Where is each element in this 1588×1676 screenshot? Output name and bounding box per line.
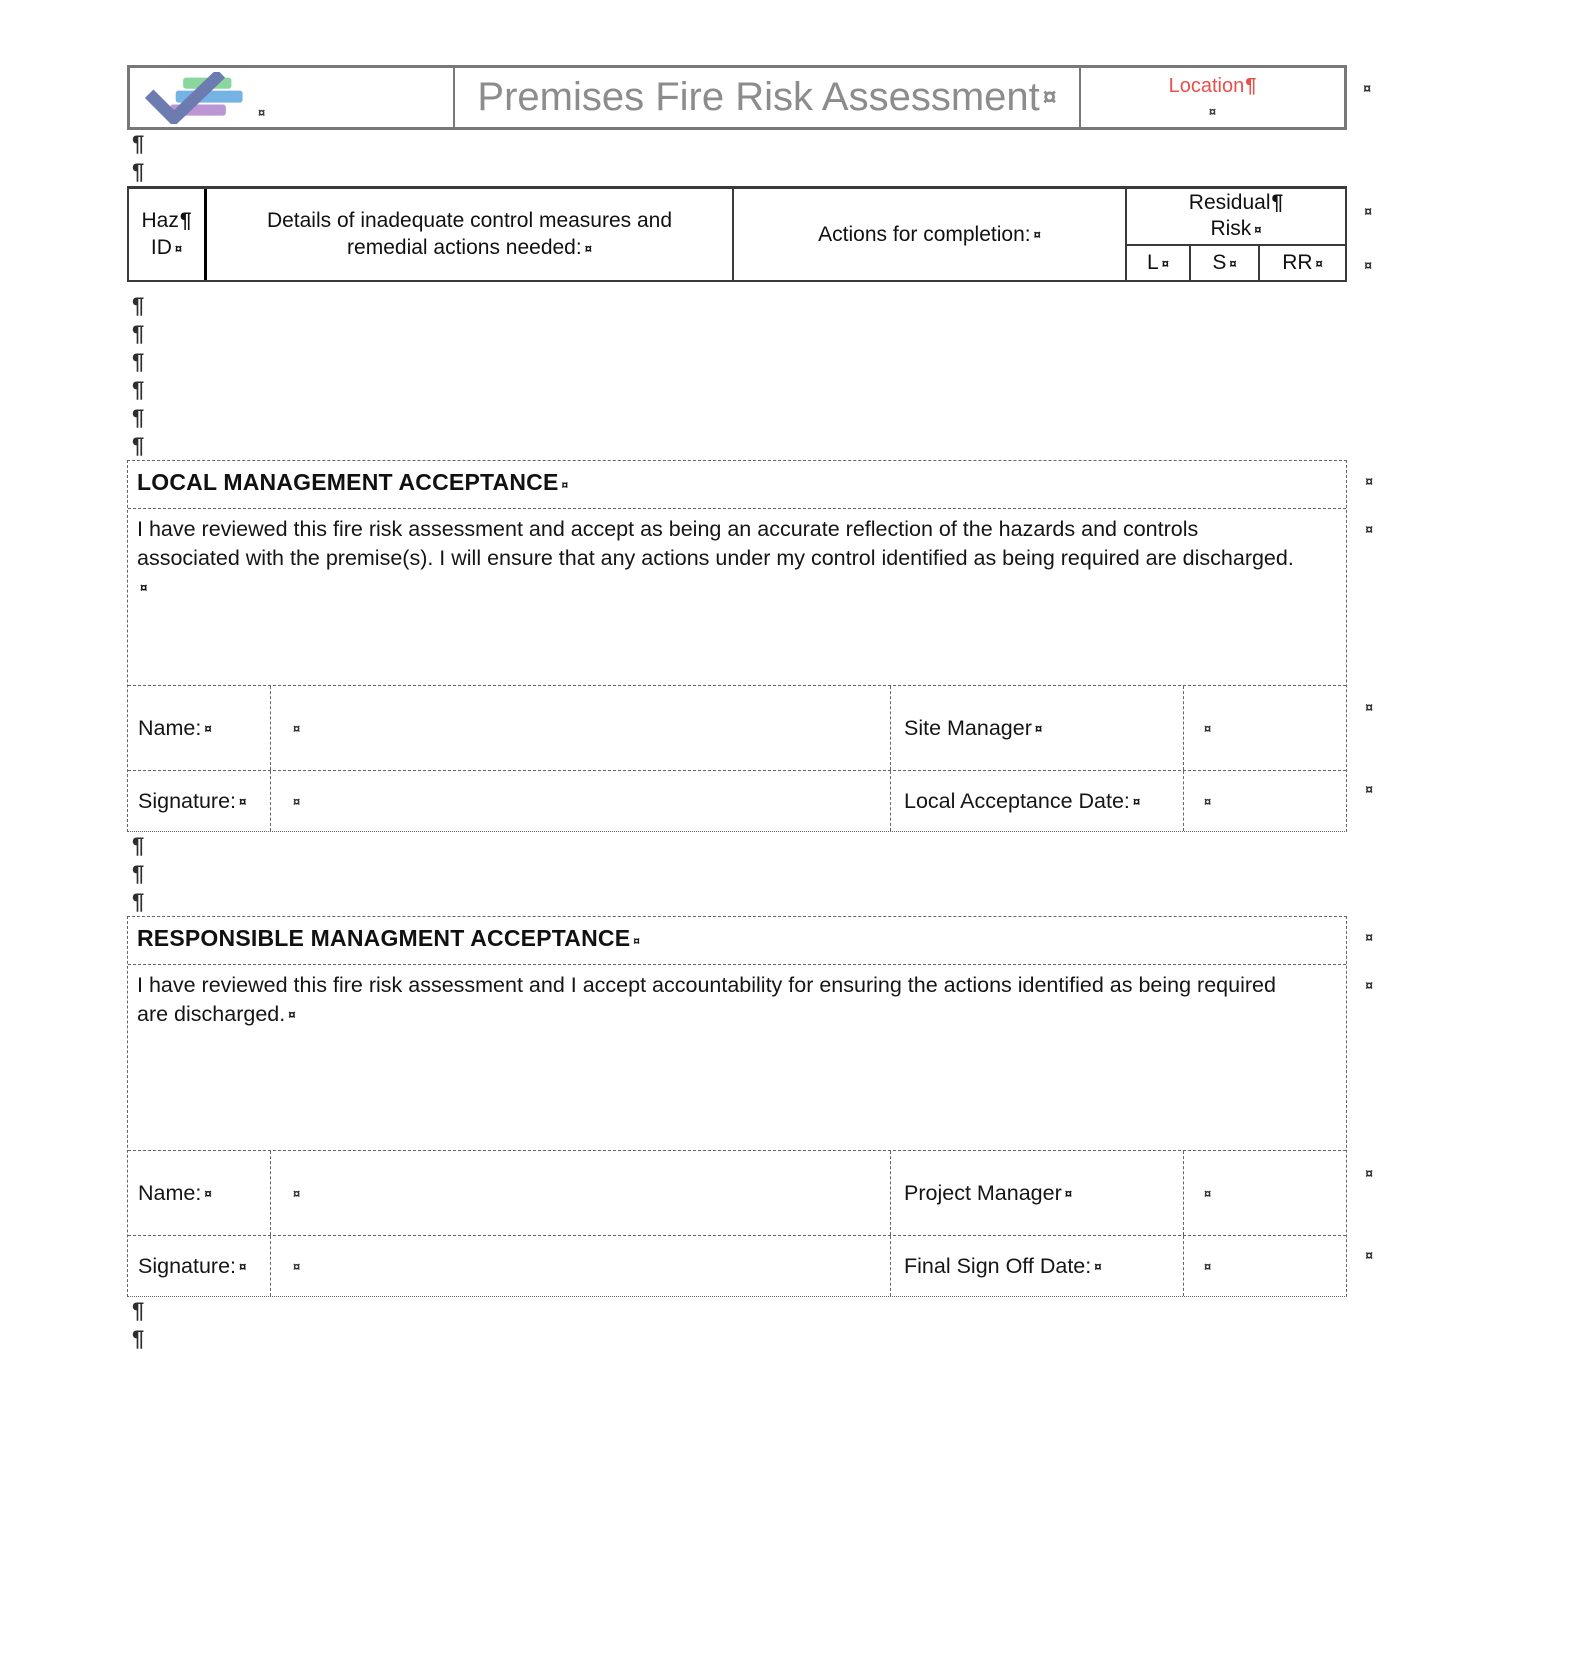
responsible-signature-row [128,1236,1346,1296]
signature-label: Signature: ¤ [128,771,271,831]
document-title [455,68,1081,127]
signature-input-cell[interactable] [271,771,891,831]
row-end-marker: ¤ [1365,929,1373,945]
pilcrow-mark: ¶ [132,405,145,430]
responsible-acceptance-statement: I have reviewed this fire risk assessment and I accept accountability for ensuring the actions identified as being required are discharged. ¤ [128,965,1346,1151]
cell-marker: ¤ [1315,255,1323,271]
pilcrow-mark: ¶ [132,293,145,318]
cell-marker: ¤ [204,720,212,736]
name-input-cell[interactable] [271,1151,891,1235]
role-label: Site Manager ¤ [891,686,1184,770]
local-acceptance-statement: I have reviewed this fire risk assessment and accept as being an accurate reflection of the hazards and controls associated with the premise(s). I will ensure that any actions under my control identified as being required are discharged.¤ [128,509,1346,686]
date-label: Local Acceptance Date: ¤ [891,771,1184,831]
cell-marker: ¤ [1064,1185,1073,1201]
pilcrow-mark: ¶ [132,889,145,914]
cell-marker: ¤ [293,1258,301,1274]
pilcrow-mark: ¶ [132,377,145,402]
local-name-row [128,686,1346,771]
cell-marker: ¤ [1033,227,1041,243]
cell-marker: ¤ [293,720,301,736]
cell-marker: ¤ [584,240,592,256]
cell-marker: ¤ [239,793,247,809]
location-field-cell[interactable] [1081,68,1344,127]
cell-marker: ¤ [1204,720,1212,736]
logo-cell [130,68,455,127]
pilcrow-mark: ¶ [132,1326,145,1351]
pilcrow-mark: ¶ [132,833,145,858]
row-end-marker: ¤ [1365,1247,1373,1263]
name-label: Name: ¤ [128,686,271,770]
name-label: Name: ¤ [128,1151,271,1235]
pilcrow-mark: ¶ [132,861,145,886]
column-header-details: Details of inadequate control measures and remedial actions needed: ¤ [207,189,734,280]
cell-marker: ¤ [174,240,183,256]
residual-risk-header: Residual¶ Risk ¤ [1127,189,1345,246]
row-end-marker: ¤ [1365,1165,1373,1181]
local-acceptance-heading: LOCAL MANAGEMENT ACCEPTANCE ¤ [128,461,1346,509]
cell-marker: ¤ [1204,1258,1212,1274]
pilcrow-mark: ¶ [132,321,145,346]
document-page [127,0,1373,1353]
location-label: Location¶ [1168,75,1257,97]
responsible-acceptance-section [127,916,1373,1297]
column-header-residual-risk [1127,189,1345,280]
name-input-cell[interactable] [271,686,891,770]
cell-marker: ¤ [1094,1258,1102,1274]
pilcrow-mark: ¶ [132,349,145,374]
pilcrow-mark: ¶ [132,131,145,156]
checklist-logo-icon [142,72,254,124]
role-input-cell[interactable] [1184,686,1346,770]
pilcrow-mark: ¶ [132,159,145,184]
row-end-marker: ¤ [1365,699,1373,715]
column-header-residual-rating: RR ¤ [1282,251,1323,274]
responsible-acceptance-heading: RESPONSIBLE MANAGMENT ACCEPTANCE ¤ [128,917,1346,965]
document-title-text: Premises Fire Risk Assessment [477,75,1040,119]
cell-marker: ¤ [633,933,641,948]
column-header-haz-id: Haz¶ ID ¤ [129,189,207,280]
row-end-marker: ¤ [1364,257,1372,273]
header-banner-table [127,65,1371,130]
pilcrow-mark: ¶ [132,1298,145,1323]
paragraph-marks [127,130,1347,186]
cell-marker: ¤ [1132,793,1141,809]
cell-marker: ¤ [1161,255,1169,271]
cell-marker: ¤ [561,477,569,492]
cell-marker: ¤ [239,1258,247,1274]
column-header-severity: S ¤ [1191,246,1260,280]
pilcrow-mark: ¶ [1271,191,1284,215]
pilcrow-mark: ¶ [179,209,192,233]
paragraph-marks [127,1297,1347,1353]
cell-marker: ¤ [1034,720,1043,736]
local-signature-row [128,771,1346,831]
cell-marker: ¤ [204,1185,212,1201]
hazard-actions-table [127,186,1372,282]
local-acceptance-section [127,460,1373,832]
cell-marker: ¤ [140,580,148,596]
pilcrow-mark: ¶ [1245,75,1257,97]
cell-marker: ¤ [1254,221,1262,237]
cell-marker: ¤ [1229,255,1237,271]
cell-marker: ¤ [1208,104,1217,119]
date-label: Final Sign Off Date: ¤ [891,1236,1184,1296]
row-end-marker: ¤ [1365,781,1373,797]
cell-marker: ¤ [258,105,266,120]
row-end-marker: ¤ [1364,203,1372,219]
date-input-cell[interactable] [1184,771,1346,831]
paragraph-marks [127,832,1347,916]
cell-marker: ¤ [288,1007,296,1023]
signature-input-cell[interactable] [271,1236,891,1296]
cell-marker: ¤ [293,1185,301,1201]
pilcrow-mark: ¶ [132,433,145,458]
row-end-marker: ¤ [1365,473,1373,489]
signature-label: Signature: ¤ [128,1236,271,1296]
cell-marker: ¤ [1204,793,1212,809]
role-label: Project Manager ¤ [891,1151,1184,1235]
row-end-marker: ¤ [1363,80,1371,96]
date-input-cell[interactable] [1184,1236,1346,1296]
column-header-actions: Actions for completion: ¤ [734,189,1127,280]
row-end-marker: ¤ [1365,521,1373,537]
responsible-name-row [128,1151,1346,1236]
paragraph-marks [127,292,1347,460]
role-input-cell[interactable] [1184,1151,1346,1235]
column-header-likelihood: L ¤ [1127,246,1191,280]
cell-marker: ¤ [1204,1185,1212,1201]
row-end-marker: ¤ [1365,977,1373,993]
cell-marker: ¤ [293,793,301,809]
cell-marker: ¤ [1042,83,1057,111]
